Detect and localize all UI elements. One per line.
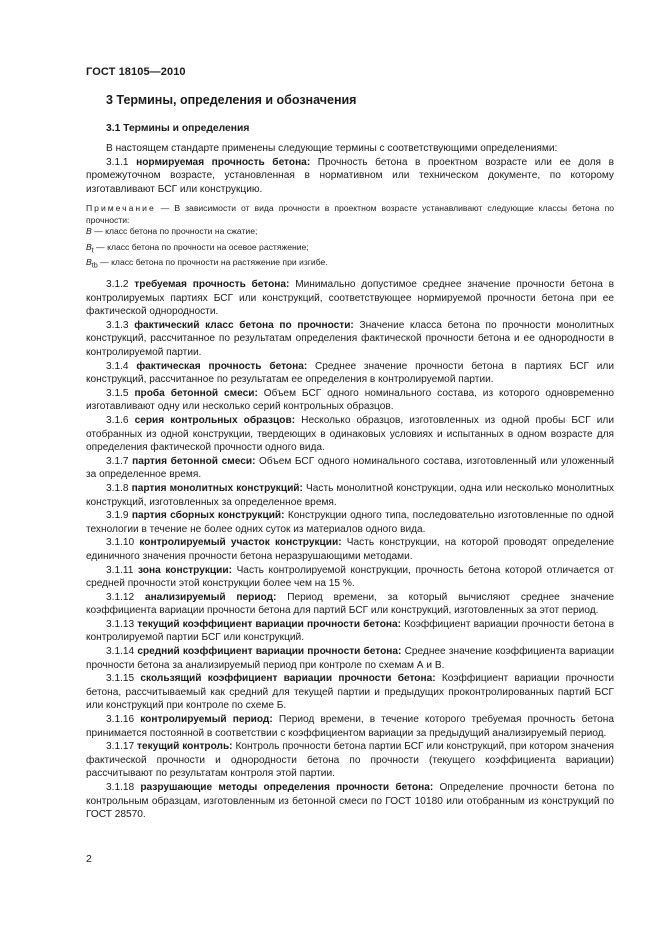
term-paragraph <box>86 781 614 822</box>
term-name: контролируемый участок конструкции: <box>139 537 342 549</box>
term-definition: Коэффициент вариации прочности бетона, рассчитываемый как средний для текущей партии и предыдущих проконтролированных партий БСГ или конструкций при контроле по схеме Б. <box>86 673 614 712</box>
term-paragraph <box>86 672 614 713</box>
term-name: анализируемый период: <box>144 591 277 603</box>
term-definition: Несколько образцов, изготовленных из одной пробы БСГ или отобранных из одной конструкции, твердеющих в одинаковых условиях и испытанных в одном возрасте для определения фактической прочности одного вида. <box>86 414 614 454</box>
term-name: партия бетонной смеси: <box>132 455 256 467</box>
note-symbol: B <box>86 241 92 252</box>
term-number: 3.1.12 <box>106 591 135 603</box>
term-name: контролируемый период: <box>140 714 273 726</box>
note-line <box>86 242 614 257</box>
term-number: 3.1.9 <box>106 510 129 522</box>
term-name: партия монолитных конструкций: <box>131 482 303 494</box>
term-paragraph <box>86 740 614 781</box>
note-paragraph <box>86 203 614 226</box>
term-definition: Часть монолитной конструкции, одна или несколько монолитных конструкций, изготовленных за определенное время. <box>86 482 614 508</box>
term-paragraph <box>86 509 614 536</box>
term-number: 3.1.17 <box>106 741 135 753</box>
term-definition: Объем БСГ одного номинального состава, из которого одновременно изготавливают одну или несколько серий контрольных образцов. <box>86 387 614 413</box>
term-number: 3.1.18 <box>106 782 135 793</box>
term-number: 3.1.5 <box>106 387 129 399</box>
note-line <box>86 257 614 272</box>
term-name: средний коэффициент вариации прочности бетона: <box>137 646 402 658</box>
term-paragraph <box>86 156 614 197</box>
note-symbol: B <box>86 226 92 237</box>
term-paragraph <box>86 536 614 563</box>
term-definition: Среднее значение коэффициента вариации прочности бетона за анализируемый период при контроле по схемам А и В. <box>86 646 614 671</box>
term-number: 3.1.11 <box>106 564 134 576</box>
term-definition: Коэффициент вариации прочности бетона в контролируемой партии БСГ или конструкций. <box>86 618 614 644</box>
note-block <box>86 203 614 272</box>
document-content <box>86 92 614 822</box>
term-paragraph <box>86 319 614 360</box>
term-number: 3.1.15 <box>106 673 135 685</box>
note-line-text: — класс бетона по прочности на осевое растяжение; <box>93 241 309 252</box>
page-number: 2 <box>86 853 92 865</box>
term-definition: Среднее значение прочности бетона в партиях БСГ или конструкций, рассчитанное по результатам ее определения в контролируемой партии. <box>86 360 614 386</box>
term-name: проба бетонной смеси: <box>134 387 258 399</box>
note-label: Примечание <box>86 203 156 214</box>
term-definition: Определение прочности бетона по контрольным образцам, изготовленным из бетонной смеси по ГОСТ 10180 или отобранным из конструкций по ГОСТ 28570. <box>86 782 614 821</box>
term-definition: Период времени, за который вычисляют среднее значение коэффициента вариации прочности бетона для партий БСГ или конструкций, изготовленных за этот период. <box>86 591 614 617</box>
term-definition: Объем БСГ одного номинального состава, изготовленный или уложенный за определенное время. <box>86 455 614 481</box>
term-number: 3.1.6 <box>106 414 129 426</box>
term-number: 3.1.13 <box>106 618 135 630</box>
term-number: 3.1.8 <box>106 482 129 494</box>
term-definition: Часть конструкции, на которой проводят определение единичного значения прочности бетона неразрушающими методами. <box>86 537 614 562</box>
term-paragraph <box>86 564 614 591</box>
note-text: — В зависимости от вида прочности в проектном возрасте устанавливают следующие классы бетона по прочности: <box>86 203 614 225</box>
term-paragraph <box>86 591 614 618</box>
term-definition: Прочность бетона в проектном возрасте или ее доля в промежуточном возрасте, установленная в нормативном или техническом документе, по которому изготавливают БСГ или конструкцию. <box>86 156 614 195</box>
term-name: текущий коэффициент вариации прочности бетона: <box>137 618 402 630</box>
term-name: требуемая прочность бетона: <box>134 279 290 291</box>
term-number: 3.1.14 <box>106 646 135 658</box>
term-name: нормируемая прочность бетона: <box>136 156 311 168</box>
term-paragraph <box>86 387 614 414</box>
term-number: 3.1.4 <box>106 360 129 372</box>
term-number: 3.1.3 <box>106 319 129 331</box>
term-definition: Период времени, в течение которого требуемая прочность бетона принимается постоянной в соответствии с коэффициентом вариации за предыдущий анализируемый период. <box>86 714 614 739</box>
term-number: 3.1.7 <box>106 455 129 467</box>
term-paragraph <box>86 645 614 672</box>
section-title: 3 Термины, определения и обозначения <box>106 93 357 107</box>
term-definition: Конструкции одного типа, последовательно изготовленные по одной технологии в течение не более одних суток из материалов одного вида. <box>86 510 614 535</box>
note-line-text: — класс бетона по прочности на сжатие; <box>91 226 258 237</box>
term-paragraph <box>86 360 614 387</box>
term-definition: Часть контролируемой конструкции, прочность бетона которой отличается от средней прочности этой конструкции более чем на 15 %. <box>86 564 614 590</box>
term-name: зона конструкции: <box>138 564 232 576</box>
term-paragraph <box>86 455 614 482</box>
subsection-title: 3.1 Термины и определения <box>106 123 250 134</box>
term-definition: Значение класса бетона по прочности монолитных конструкций, рассчитанное по результатам определения фактической прочности бетона и ее однородности в контролируемой партии. <box>86 319 614 358</box>
term-name: партия сборных конструкций: <box>131 510 285 522</box>
note-symbol-sub: t <box>91 246 94 255</box>
term-name: фактическая прочность бетона: <box>136 360 308 372</box>
term-name: разрушающие методы определения прочности бетона: <box>140 782 434 793</box>
term-paragraph <box>86 482 614 509</box>
intro-paragraph: В настоящем стандарте применены следующие термины с соответствующими определениями: <box>106 143 558 154</box>
note-symbol: B <box>86 256 92 267</box>
term-name: текущий контроль: <box>137 741 233 753</box>
term-number: 3.1.10 <box>106 537 135 549</box>
term-paragraph <box>86 278 614 319</box>
term-number: 3.1.16 <box>106 714 135 726</box>
term-name: скользящий коэффициент вариации прочности бетона: <box>140 673 436 685</box>
term-paragraph <box>86 414 614 455</box>
note-symbol-sub: tb <box>91 261 98 270</box>
note-line <box>86 226 614 241</box>
document-header: ГОСТ 18105—2010 <box>86 66 186 78</box>
term-paragraph <box>86 618 614 645</box>
term-definition: Минимально допустимое среднее значение прочности бетона в контролируемых партиях БСГ или конструкций, соответствующее нормируемой прочности бетона при ее фактической однородности. <box>86 279 614 318</box>
term-paragraph <box>86 713 614 740</box>
term-number: 3.1.1 <box>106 156 129 168</box>
note-line-text: — класс бетона по прочности на растяжение при изгибе. <box>97 256 328 267</box>
term-definition: Контроль прочности бетона партии БСГ или конструкций, при котором значения фактической прочности и однородности бетона по прочности (текущего коэффициента вариации) рассчитывают по результатам контроля этой партии. <box>86 741 614 780</box>
term-name: серия контрольных образцов: <box>134 414 296 426</box>
terms-list <box>86 278 614 822</box>
term-name: фактический класс бетона по прочности: <box>134 319 354 331</box>
term-number: 3.1.2 <box>106 279 129 291</box>
